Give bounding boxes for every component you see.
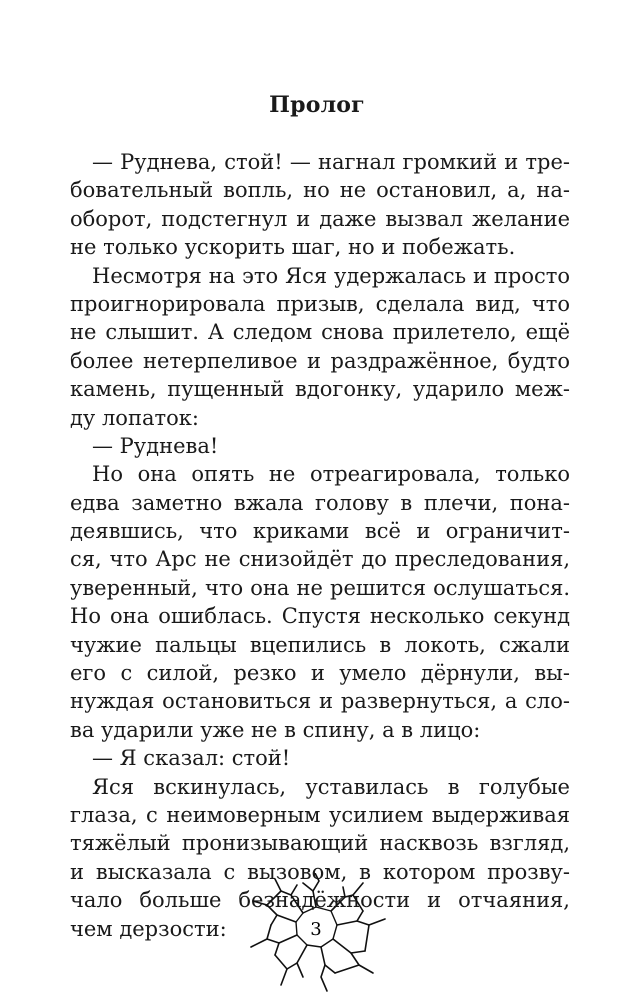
- text-line: ся, что Арс не снизойдёт до преследования,: [70, 547, 570, 572]
- text-line: и высказала с вызовом, в котором прозву-: [70, 859, 570, 884]
- text-line: более нетерпеливое и раздражённое, будто: [70, 348, 570, 373]
- text-line: ду лопаток:: [70, 405, 199, 430]
- text-line: глаза, с неимоверным усилием выдерживая: [70, 802, 570, 827]
- chapter-title: Пролог: [269, 92, 365, 118]
- text-line: Но она ошиблась. Спустя несколько секунд: [70, 604, 570, 629]
- text-line: бовательный вопль, но не остановил, а, на-: [70, 178, 570, 203]
- body-text: [70, 148, 570, 943]
- text-line: уверенный, что она не решится ослушаться.: [70, 575, 570, 600]
- text-line: ва ударили уже не в спину, а в лицо:: [70, 717, 481, 742]
- text-line: не слышит. А следом снова прилетело, ещё: [70, 320, 570, 345]
- text-line: не только ускорить шаг, но и побежать.: [70, 235, 516, 260]
- text-line: Но она опять не отреагировала, только: [92, 462, 570, 487]
- text-line: тяжёлый пронизывающий насквозь взгляд,: [70, 831, 570, 856]
- text-line: — Я сказал: стой!: [92, 746, 291, 771]
- page-folio: [241, 873, 391, 993]
- text-line: чем дерзости:: [70, 916, 227, 941]
- text-line: камень, пущенный вдогонку, ударило меж-: [70, 377, 570, 402]
- text-line: деявшись, что криками всё и ограничит-: [70, 519, 570, 544]
- text-line: чало больше безнадёжности и отчаяния,: [70, 888, 570, 913]
- text-line: Яся вскинулась, уставилась в голубые: [92, 774, 570, 799]
- text-line: его с силой, резко и умело дёрнули, вы-: [70, 661, 570, 686]
- text-line: — Руднева!: [92, 433, 219, 458]
- text-line: нуждая остановиться и развернуться, а сло-: [70, 689, 570, 714]
- text-line: Несмотря на это Яся удержалась и просто: [92, 263, 570, 288]
- text-line: чужие пальцы вцепились в локоть, сжали: [70, 632, 570, 657]
- text-line: оборот, подстегнул и даже вызвал желание: [70, 206, 570, 231]
- text-line: проигнорировала призыв, сделала вид, что: [70, 291, 570, 316]
- page-number: 3: [310, 919, 322, 940]
- text-line: едва заметно вжала голову в плечи, пона-: [70, 490, 570, 515]
- text-line: — Руднева, стой! — нагнал громкий и тре-: [92, 150, 570, 174]
